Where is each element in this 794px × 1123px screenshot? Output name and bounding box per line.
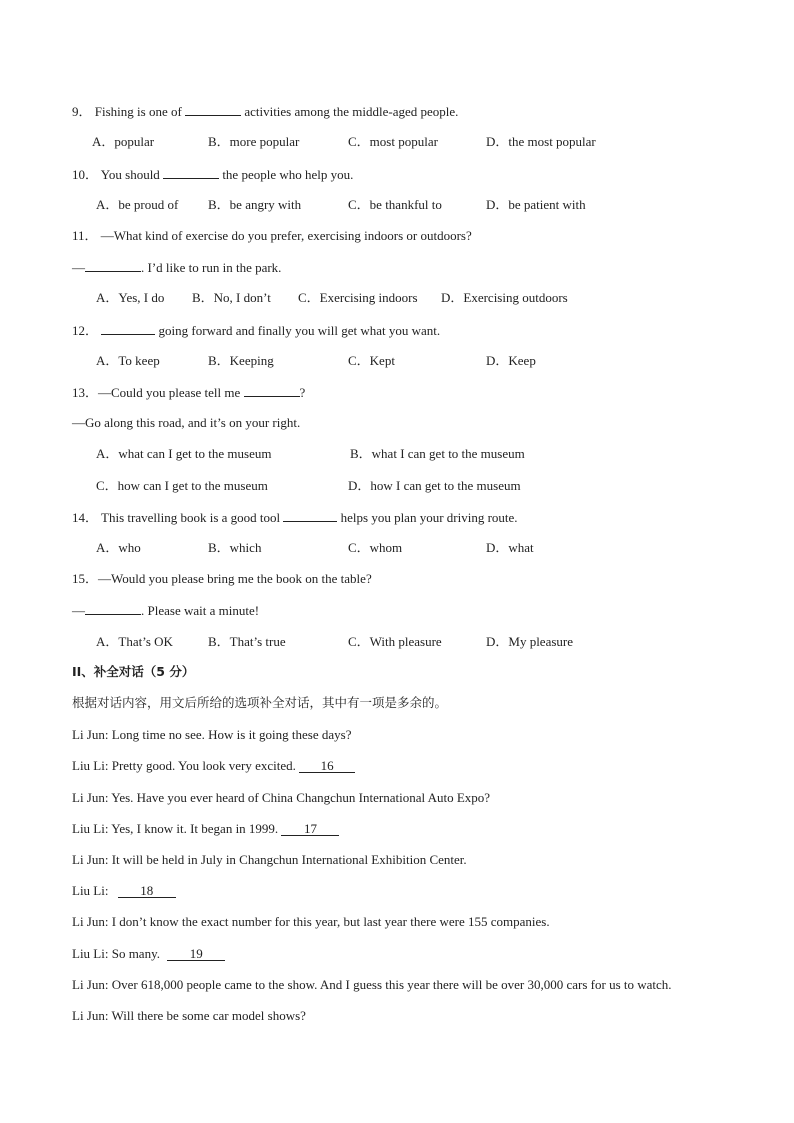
answer-blank[interactable]: [185, 103, 241, 116]
question-number: 14．: [72, 510, 99, 525]
question-13: [72, 384, 305, 401]
option-c[interactable]: C．Kept: [348, 353, 395, 368]
option-a[interactable]: A．popular: [92, 134, 155, 149]
options-15: [0, 634, 794, 650]
question-text: —Go along this road, and it’s on your right.: [72, 415, 301, 430]
option-a[interactable]: A．be proud of: [96, 197, 179, 212]
options-9: [0, 134, 794, 150]
option-c[interactable]: C．be thankful to: [348, 197, 442, 212]
option-d[interactable]: D．My pleasure: [486, 634, 574, 649]
options-12: [0, 353, 794, 369]
option-d[interactable]: D．Exercising outdoors: [441, 290, 568, 305]
option-b[interactable]: B．be angry with: [208, 197, 302, 212]
dialogue-line: Li Jun: Long time no see. How is it going these days?: [72, 727, 352, 742]
answer-blank[interactable]: [244, 384, 300, 397]
option-b[interactable]: B．more popular: [208, 134, 300, 149]
question-text: Fishing is one of: [94, 104, 182, 119]
options-10: [0, 197, 794, 213]
dialogue-line: [72, 883, 176, 899]
question-11: [72, 228, 472, 244]
option-d[interactable]: D．be patient with: [486, 197, 586, 212]
dialogue-line: [72, 821, 339, 837]
dialogue-line: Li Jun: Will there be some car model shows?: [72, 1008, 306, 1023]
answer-blank[interactable]: [283, 509, 337, 522]
dash: —: [72, 603, 85, 618]
question-text: the people who help you.: [222, 167, 354, 182]
answer-blank-17[interactable]: 17: [281, 822, 339, 836]
options-13-row2: [0, 478, 794, 494]
question-10: [72, 166, 353, 183]
dialogue-text: Liu Li: Pretty good. You look very excited.: [72, 758, 296, 773]
question-text: —What kind of exercise do you prefer, exercising indoors or outdoors?: [100, 228, 472, 243]
question-number: 9．: [72, 104, 92, 119]
option-c[interactable]: C．how can I get to the museum: [96, 478, 268, 493]
question-text: . I’d like to run in the park.: [141, 260, 282, 275]
question-15: [72, 571, 372, 587]
answer-blank-18[interactable]: 18: [118, 884, 176, 898]
option-a[interactable]: A．who: [96, 540, 141, 555]
question-text: —Would you please bring me the book on the table?: [98, 571, 372, 586]
question-14: [72, 509, 518, 526]
option-b[interactable]: B．what I can get to the museum: [350, 446, 525, 461]
question-number: 12．: [72, 323, 99, 338]
dash: —: [72, 260, 85, 275]
answer-blank[interactable]: [101, 322, 155, 335]
option-a[interactable]: A．Yes, I do: [96, 290, 165, 305]
dialogue-text: Liu Li: Yes, I know it. It began in 1999.: [72, 821, 279, 836]
question-text: ?: [299, 385, 306, 400]
question-number: 11．: [72, 228, 98, 243]
option-d[interactable]: D．the most popular: [486, 134, 596, 149]
option-c[interactable]: C．Exercising indoors: [298, 290, 418, 305]
question-15-response: [72, 602, 259, 619]
options-14: [0, 540, 794, 556]
answer-blank-16[interactable]: 16: [299, 759, 355, 773]
options-13-row1: [0, 446, 794, 462]
question-9: [72, 103, 458, 120]
question-text: —Could you please tell me: [98, 385, 241, 400]
dialogue-line: Li Jun: I don’t know the exact number for this year, but last year there were 155 companies.: [72, 914, 550, 929]
option-d[interactable]: D．what: [486, 540, 534, 555]
option-b[interactable]: B．No, I don’t: [192, 290, 271, 305]
question-number: 10．: [72, 167, 99, 182]
question-text: This travelling book is a good tool: [101, 510, 281, 525]
answer-blank[interactable]: [85, 259, 141, 272]
dialogue-line: Li Jun: It will be held in July in Changchun International Exhibition Center.: [72, 852, 467, 867]
option-c[interactable]: C．whom: [348, 540, 403, 555]
dialogue-text: Liu Li: So many.: [72, 946, 160, 961]
option-c[interactable]: C．most popular: [348, 134, 438, 149]
question-text: helps you plan your driving route.: [340, 510, 518, 525]
question-12: [72, 322, 440, 339]
section-instruction: 根据对话内容，用文后所给的选项补全对话，其中有一项是多余的。: [72, 695, 448, 710]
dialogue-text: Liu Li:: [72, 883, 109, 898]
question-11-response: [72, 259, 281, 276]
option-d[interactable]: D．how I can get to the museum: [348, 478, 521, 493]
question-text: You should: [100, 167, 160, 182]
question-13-response: [72, 415, 300, 431]
question-text: . Please wait a minute!: [141, 603, 260, 618]
question-number: 15．: [72, 571, 99, 586]
question-text: activities among the middle-aged people.: [244, 104, 459, 119]
answer-blank[interactable]: [85, 602, 141, 615]
option-b[interactable]: B．which: [208, 540, 262, 555]
dialogue-line: Li Jun: Yes. Have you ever heard of China Changchun International Auto Expo?: [72, 790, 491, 805]
answer-blank[interactable]: [163, 166, 219, 179]
option-a[interactable]: A．what can I get to the museum: [96, 446, 272, 461]
question-text: going forward and finally you will get what you want.: [158, 323, 441, 338]
section-heading: II、补全对话（5 分）: [72, 664, 195, 679]
option-c[interactable]: C．With pleasure: [348, 634, 442, 649]
option-a[interactable]: A．To keep: [96, 353, 160, 368]
option-d[interactable]: D．Keep: [486, 353, 536, 368]
dialogue-line: [72, 758, 355, 774]
dialogue-line: Li Jun: Over 618,000 people came to the show. And I guess this year there will be over 30,000 cars for us to watch.: [72, 977, 672, 992]
dialogue-line: [72, 946, 225, 962]
options-11: [0, 290, 794, 306]
option-a[interactable]: A．That’s OK: [96, 634, 173, 649]
answer-blank-19[interactable]: 19: [167, 947, 225, 961]
option-b[interactable]: B．Keeping: [208, 353, 274, 368]
option-b[interactable]: B．That’s true: [208, 634, 286, 649]
question-number: 13．: [72, 385, 99, 400]
